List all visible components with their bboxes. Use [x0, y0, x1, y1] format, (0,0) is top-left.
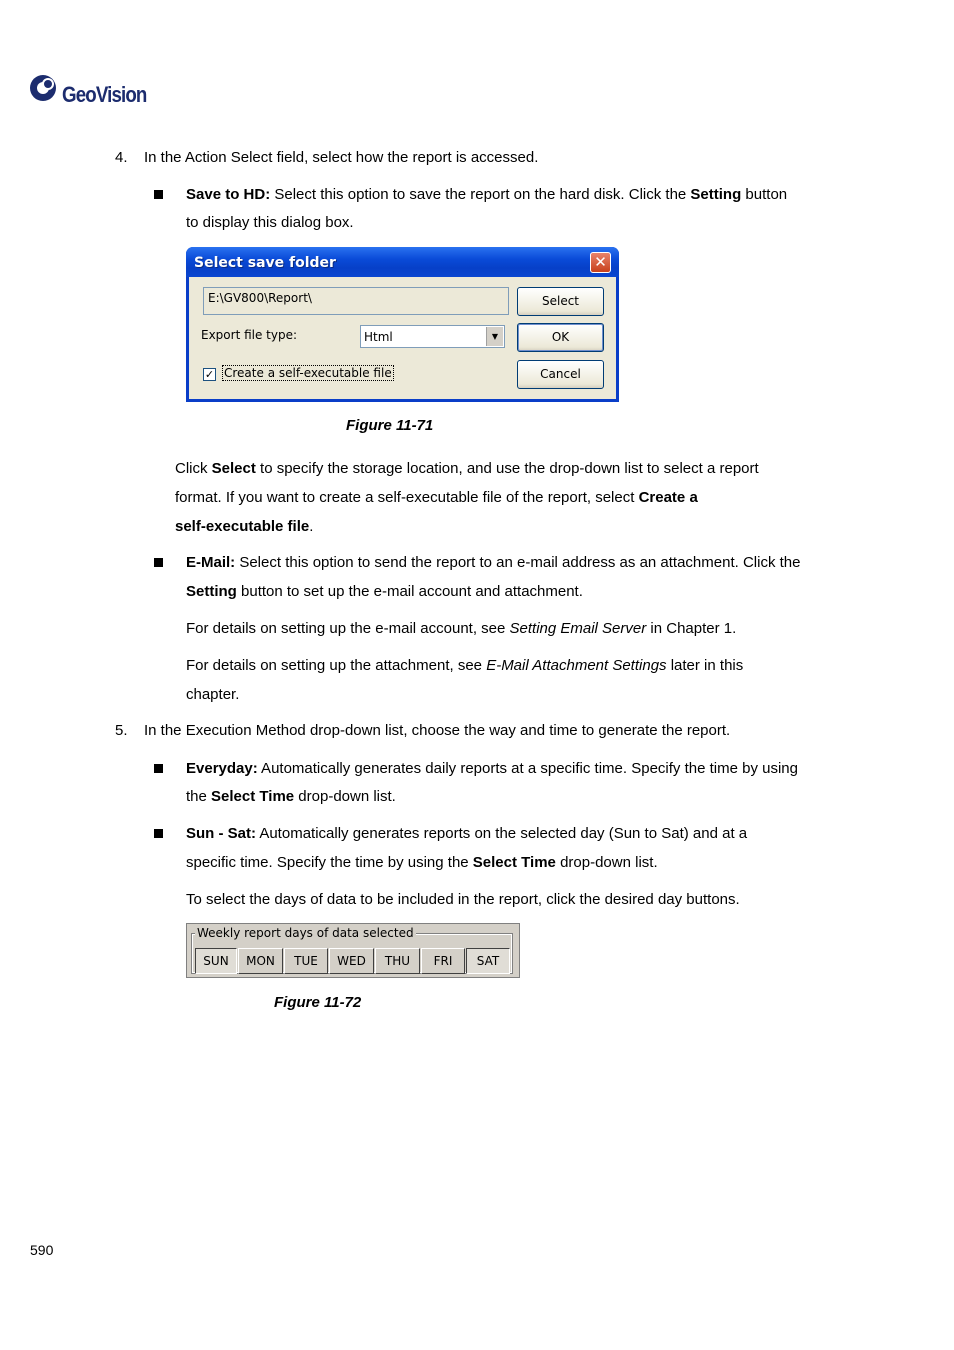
- save-hd-text-b: button: [741, 186, 788, 203]
- dialog-title-bar[interactable]: [186, 247, 619, 277]
- weekly-report-days-panel: [186, 923, 520, 978]
- everyday-l2b: Select Time: [211, 788, 295, 805]
- select-button[interactable]: Select: [517, 287, 604, 316]
- logo-text: GeoVision: [62, 82, 147, 107]
- self-executable-label[interactable]: Create a self-executable file: [224, 366, 392, 380]
- everyday-label: Everyday:: [186, 760, 258, 777]
- email-p2b: Setting Email Server: [509, 620, 647, 637]
- bullet-square-icon: [154, 558, 163, 567]
- sunsat-l1: Automatically generates reports on the selected day (Sun to Sat) and at a: [256, 825, 748, 842]
- email-p2a: For details on setting up the e-mail account, see: [186, 620, 510, 637]
- save-hd-line2: to display this dialog box.: [186, 214, 354, 231]
- email-line1: [186, 554, 800, 572]
- bullet-square-icon: [154, 829, 163, 838]
- sunsat-l2b: Select Time: [472, 854, 556, 871]
- dialog-title: Select save folder: [194, 255, 336, 271]
- weekly-days-legend: Weekly report days of data selected: [197, 926, 414, 940]
- day-button-thu[interactable]: THU: [375, 948, 420, 974]
- click-select-l2b: Create a: [638, 489, 698, 506]
- email-l1: Select this option to send the report to an e-mail address as an attachment. Click the: [235, 554, 801, 571]
- bullet-square-icon: [154, 190, 163, 199]
- email-l2b: button to set up the e-mail account and attachment.: [236, 583, 583, 600]
- figure-caption-11-72: Figure 11-72: [274, 994, 362, 1011]
- logo-dot-icon: [42, 78, 54, 90]
- day-button-tue[interactable]: TUE: [284, 948, 328, 974]
- click-select-l3b: .: [309, 518, 314, 535]
- select-save-folder-dialog: [186, 247, 619, 402]
- self-executable-checkbox[interactable]: ✓: [204, 368, 215, 381]
- click-select-l1c: to specify the storage location, and use the drop-down list to select a report: [255, 460, 759, 477]
- step-4-text: In the Action Select field, select how the report is accessed.: [144, 149, 539, 166]
- sunsat-l2a: specific time. Specify the time by using the: [186, 854, 473, 871]
- save-path-field[interactable]: E:\GV800\Report\: [203, 287, 509, 315]
- page-number: 590: [30, 1242, 54, 1258]
- save-hd-label: Save to HD:: [186, 186, 271, 203]
- email-p3b: E-Mail Attachment Settings: [486, 657, 667, 674]
- bullet-square-icon: [154, 764, 163, 773]
- sunsat-label: Sun - Sat:: [186, 825, 256, 842]
- click-select-line1: [175, 460, 759, 478]
- save-hd-line1: [186, 186, 787, 204]
- close-icon[interactable]: ✕: [590, 252, 611, 273]
- cancel-button[interactable]: Cancel: [517, 360, 604, 389]
- export-file-type-select[interactable]: [360, 325, 505, 348]
- click-select-l3a: self-executable file: [175, 518, 310, 535]
- everyday-l1: Automatically generates daily reports at a specific time. Specify the time by using: [257, 760, 798, 777]
- day-button-sat[interactable]: SAT: [466, 948, 510, 974]
- click-select-line2: [175, 489, 698, 507]
- email-l2a: Setting: [186, 583, 237, 600]
- step-5-text: In the Execution Method drop-down list, choose the way and time to generate the report.: [144, 722, 731, 739]
- chevron-down-icon[interactable]: ▼: [486, 327, 503, 346]
- ok-button[interactable]: OK: [517, 323, 604, 352]
- day-button-mon[interactable]: MON: [238, 948, 283, 974]
- everyday-l2a: the: [186, 788, 212, 805]
- click-select-l1a: Click: [175, 460, 212, 477]
- step-5-number: 5.: [115, 722, 128, 739]
- email-p3c: later in this: [666, 657, 744, 674]
- click-select-l1b: Select: [211, 460, 256, 477]
- everyday-line1: [186, 760, 798, 778]
- step-4-number: 4.: [115, 149, 128, 166]
- save-hd-setting: Setting: [690, 186, 742, 203]
- export-file-type-value: Html: [364, 330, 393, 344]
- email-attachment-details-line2: chapter.: [186, 686, 240, 703]
- sunsat-line2: [186, 854, 658, 872]
- click-select-l2a: format. If you want to create a self-executable file of the report, select: [175, 489, 639, 506]
- export-file-type-label: Export file type:: [201, 328, 298, 342]
- everyday-l2c: drop-down list.: [294, 788, 396, 805]
- email-attachment-details: [186, 657, 743, 675]
- email-line2: [186, 583, 583, 601]
- email-p2c: in Chapter 1.: [646, 620, 737, 637]
- day-button-fri[interactable]: FRI: [421, 948, 465, 974]
- save-hd-text-a: Select this option to save the report on the hard disk. Click the: [270, 186, 691, 203]
- email-label: E-Mail:: [186, 554, 236, 571]
- sunsat-l2c: drop-down list.: [555, 854, 658, 871]
- sunsat-days-instruction: To select the days of data to be included in the report, click the desired day buttons.: [186, 891, 740, 908]
- day-button-sun[interactable]: SUN: [195, 948, 237, 974]
- click-select-line3: [175, 518, 313, 536]
- figure-caption-11-71: Figure 11-71: [346, 417, 434, 434]
- email-account-details: [186, 620, 736, 638]
- everyday-line2: [186, 788, 396, 806]
- day-button-wed[interactable]: WED: [329, 948, 374, 974]
- sunsat-line1: [186, 825, 747, 843]
- dialog-body: [189, 277, 616, 399]
- email-p3a: For details on setting up the attachment, see: [186, 657, 487, 674]
